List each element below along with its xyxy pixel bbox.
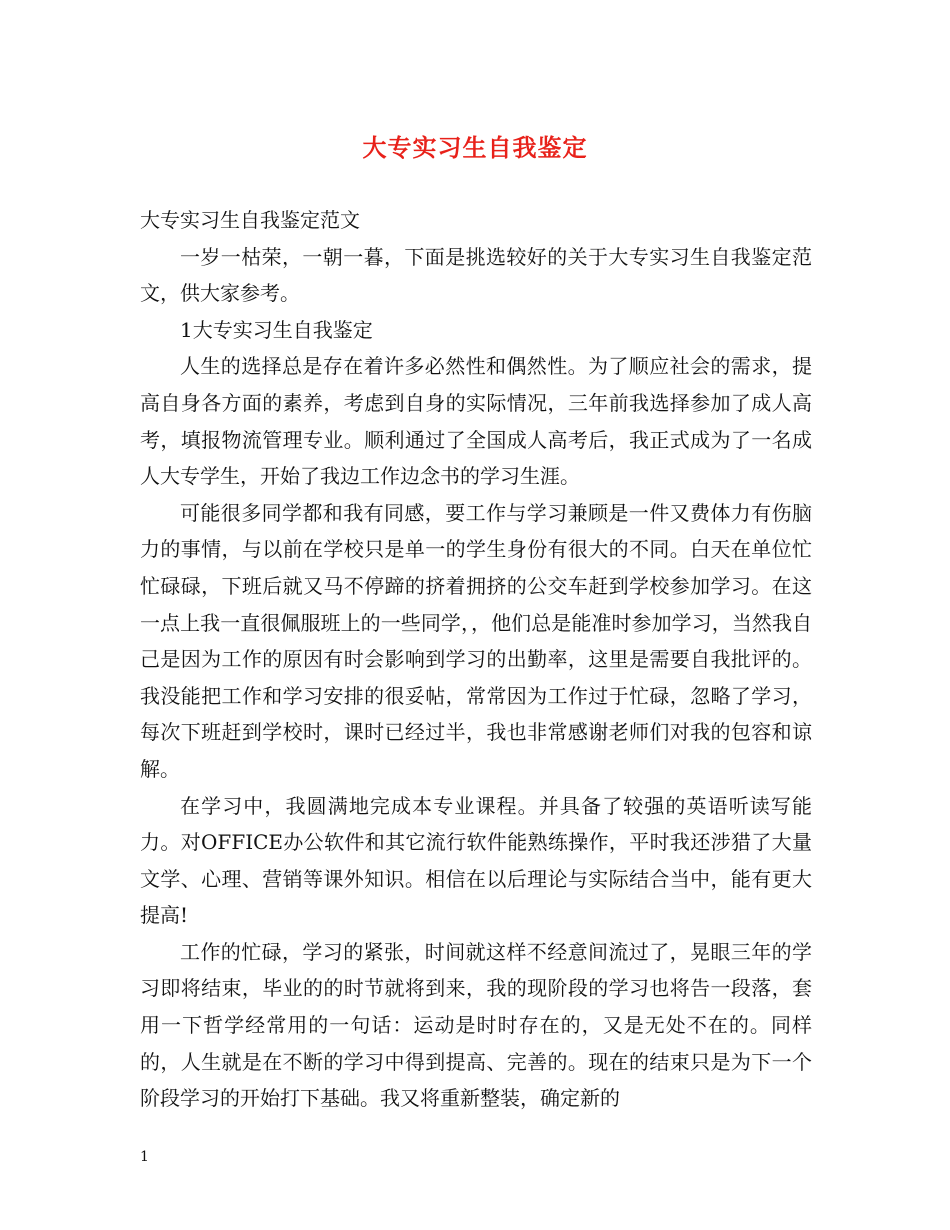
page-number: 1	[140, 1149, 149, 1165]
paragraph: 工作的忙碌，学习的紧张，时间就这样不经意间流过了，晃眼三年的学习即将结束，毕业的的时节就将到来，我的现阶段的学习也将告一段落，套用一下哲学经常用的一句话：运动是时时存在的，又是无处不在的。同样的，人生就是在不断的学习中得到提高、完善的。现在的结束只是为下一个阶段学习的开始打下基础。我又将重新整装，确定新的	[140, 939, 812, 1111]
paragraph: 在学习中，我圆满地完成本专业课程。并具备了较强的英语听读写能力。对OFFICE办公软件和其它流行软件能熟练操作，平时我还涉猎了大量文学、心理、营销等课外知识。相信在以后理论与实际结合当中，能有更大提高!	[140, 793, 812, 928]
document-body	[140, 202, 812, 1117]
paragraph: 人生的选择总是存在着许多必然性和偶然性。为了顺应社会的需求，提高自身各方面的素养，考虑到自身的实际情况，三年前我选择参加了成人高考，填报物流管理专业。顺利通过了全国成人高考后，我正式成为了一名成人大专学生，开始了我边工作边念书的学习生涯。	[140, 354, 812, 489]
paragraph: 一岁一枯荣，一朝一暮，下面是挑选较好的关于大专实习生自我鉴定范文，供大家参考。	[140, 244, 812, 306]
paragraph: 1大专实习生自我鉴定	[180, 317, 373, 342]
paragraph: 大专实习生自我鉴定范文	[140, 208, 360, 232]
document-title: 大专实习生自我鉴定	[362, 133, 588, 162]
paragraph: 可能很多同学都和我有同感，要工作与学习兼顾是一件又费体力有伤脑力的事情，与以前在学校只是单一的学生身份有很大的不同。白天在单位忙忙碌碌，下班后就又马不停蹄的挤着拥挤的公交车赶到学校参加学习。在这一点上我一直很佩服班上的一些同学，，他们总是能准时参加学习，当然我自己是因为工作的原因有时会影响到学习的出勤率，这里是需要自我批评的。我没能把工作和学习安排的很妥帖，常常因为工作过于忙碌，忽略了学习，每次下班赶到学校时，课时已经过半，我也非常感谢老师们对我的包容和谅解。	[140, 500, 812, 781]
